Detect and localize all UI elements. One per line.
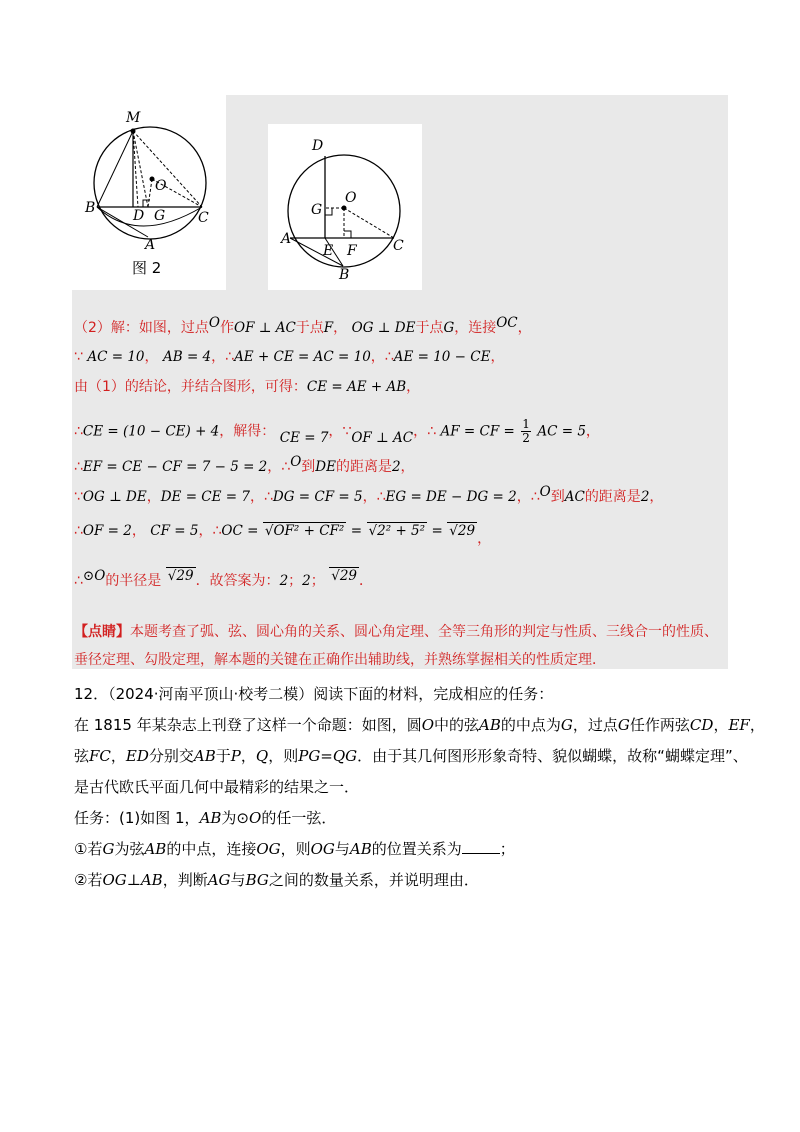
point-c: C: [393, 238, 404, 254]
note-line-1: 【点睛】本题考查了弧、弦、圆心角的关系、圆心角定理、全等三角形的判定与性质、三线合一的性质、: [74, 624, 718, 640]
question-task-1-part-1: ①若G为弦AB的中点，连接OG，则OG与AB的位置关系为 ；: [74, 840, 515, 858]
sqrt-numeric: √2² + 5²: [368, 523, 426, 539]
point-g: G: [311, 202, 323, 218]
solution-line-3: 由（1）的结论，并结合图形，可得：CE = AE + AB，: [74, 379, 421, 395]
solution-line-4: ∴CE = (10 − CE) + 4，解得： CE = 7，∵OF ⊥ AC，∴ AF = CF = $\frac{1}{2}$ AC = 5，: [74, 417, 600, 446]
solution-line-2: ∵ AC = 10， AB = 4，∴AE + CE = AC = 10，∴AE = 10 − CE，: [74, 349, 505, 365]
point-d: D: [133, 208, 145, 224]
solution-line-7: ∴OF = 2， CF = 5，∴OC = √OF² + CF² = √2² + 5² = √29 ，: [74, 523, 492, 547]
point-a: A: [281, 231, 292, 247]
point-d: D: [312, 138, 324, 154]
point-o: O: [155, 178, 167, 194]
solution-line-5: ∴EF = CE − CF = 7 − 5 = 2，∴O到DE的距离是2，: [74, 454, 415, 475]
point-f: F: [347, 243, 357, 259]
solution-line-6: ∵OG ⊥ DE，DE = CE = 7，∴DG = CF = 5，∴EG = DE − DG = 2，∴O到AC的距离是2，: [74, 484, 664, 505]
point-g: G: [154, 208, 166, 224]
answer-radius-2: √29: [331, 568, 357, 584]
point-o: O: [345, 190, 357, 206]
solution-line-8: ∴⊙O的半径是 √29 ．故答案为：2；2； √29 ．: [74, 568, 373, 589]
circle-figure-2: [72, 95, 226, 290]
point-e: E: [323, 243, 334, 259]
point-b: B: [339, 267, 350, 283]
point-a: A: [145, 237, 156, 253]
point-m: M: [126, 110, 141, 126]
note-line-2: 垂径定理、勾股定理，解本题的关键在正确作出辅助线，并熟练掌握相关的性质定理．: [74, 652, 606, 668]
answer-blank[interactable]: [462, 839, 500, 854]
circle-figure-circle-2: [268, 124, 422, 290]
answer-radius: √29: [167, 568, 194, 584]
point-c: C: [198, 210, 209, 226]
fraction-one-half: $\frac{1}{2}$: [522, 417, 530, 445]
sqrt-of-sum: √OF² + CF²: [264, 523, 345, 539]
figure-circle-2: [268, 124, 422, 290]
question-line-4: 是古代欧氏平面几何中最精彩的结果之一．: [74, 778, 360, 796]
question-task-1: 任务：(1)如图 1，AB为⊙O的任一弦．: [74, 809, 337, 827]
question-12-header: 12．（2024·河南平顶山·校考二模）阅读下面的材料，完成相应的任务：: [74, 685, 554, 703]
figure-2: [72, 95, 226, 290]
figure-caption: 图 2: [132, 259, 162, 277]
sqrt-29: √29: [449, 523, 476, 539]
solution-line-1: （2）解：如图，过点O作OF ⊥ AC于点F， OG ⊥ DE于点G，连接OC，: [74, 315, 532, 336]
question-task-1-part-2: ②若OG⊥AB，判断AG与BG之间的数量关系，并说明理由．: [74, 871, 479, 889]
question-line-3: 弦FC，ED分别交AB于P，Q，则PG=QG．由于其几何图形形象奇特、貌似蝴蝶，故称“蝴蝶定理”、: [74, 747, 748, 765]
question-line-2: 在 1815 年某杂志上刊登了这样一个命题：如图，圆O中的弦AB的中点为G，过点G任作两弦CD，EF，: [74, 716, 765, 734]
point-b: B: [85, 200, 96, 216]
